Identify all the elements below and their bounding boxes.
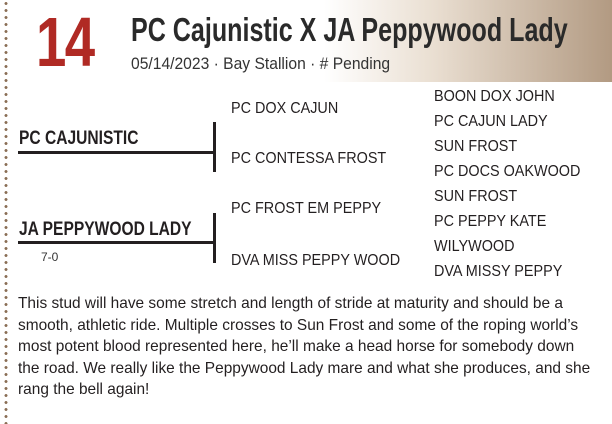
lot-number: 14 xyxy=(36,3,94,81)
dam-bracket xyxy=(213,213,216,263)
ancestor-7: WILYWOOD xyxy=(434,238,515,255)
sire-bracket xyxy=(213,122,216,172)
dam-record: 7-0 xyxy=(41,250,59,264)
ancestor-5: SUN FROST xyxy=(434,188,518,205)
sire-name: PC CAJUNISTIC xyxy=(19,128,139,149)
dam-name: JA PEPPYWOOD LADY xyxy=(19,219,192,240)
horse-title: PC Cajunistic X JA Peppywood Lady xyxy=(131,11,568,48)
ancestor-3: SUN FROST xyxy=(434,138,518,155)
ancestor-2: PC CAJUN LADY xyxy=(434,113,548,130)
dam-line xyxy=(18,241,216,244)
ancestor-4: PC DOCS OAKWOOD xyxy=(434,163,581,180)
ancestor-6: PC PEPPY KATE xyxy=(434,213,547,230)
dotted-border xyxy=(3,0,9,424)
horse-description: This stud will have some stretch and length of stride at maturity and should be a smooth, athletic ride. Multiple crosses to Sun Frost and some of the roping world’s most potent blood represented here, he’ll make a head horse for somebody down the road. We really like the Peppywood Lady mare and what she produces, and she rang the bell again! xyxy=(18,295,591,398)
sire-sire: PC DOX CAJUN xyxy=(231,100,339,117)
dam-sire: PC FROST EM PEPPY xyxy=(231,200,382,217)
ancestor-8: DVA MISSY PEPPY xyxy=(434,263,563,280)
sire-line xyxy=(18,151,216,154)
ancestor-1: BOON DOX JOHN xyxy=(434,88,555,105)
horse-details: 05/14/2023 · Bay Stallion · # Pending xyxy=(131,54,391,73)
dam-dam: DVA MISS PEPPY WOOD xyxy=(231,252,401,269)
sire-dam: PC CONTESSA FROST xyxy=(231,150,387,167)
